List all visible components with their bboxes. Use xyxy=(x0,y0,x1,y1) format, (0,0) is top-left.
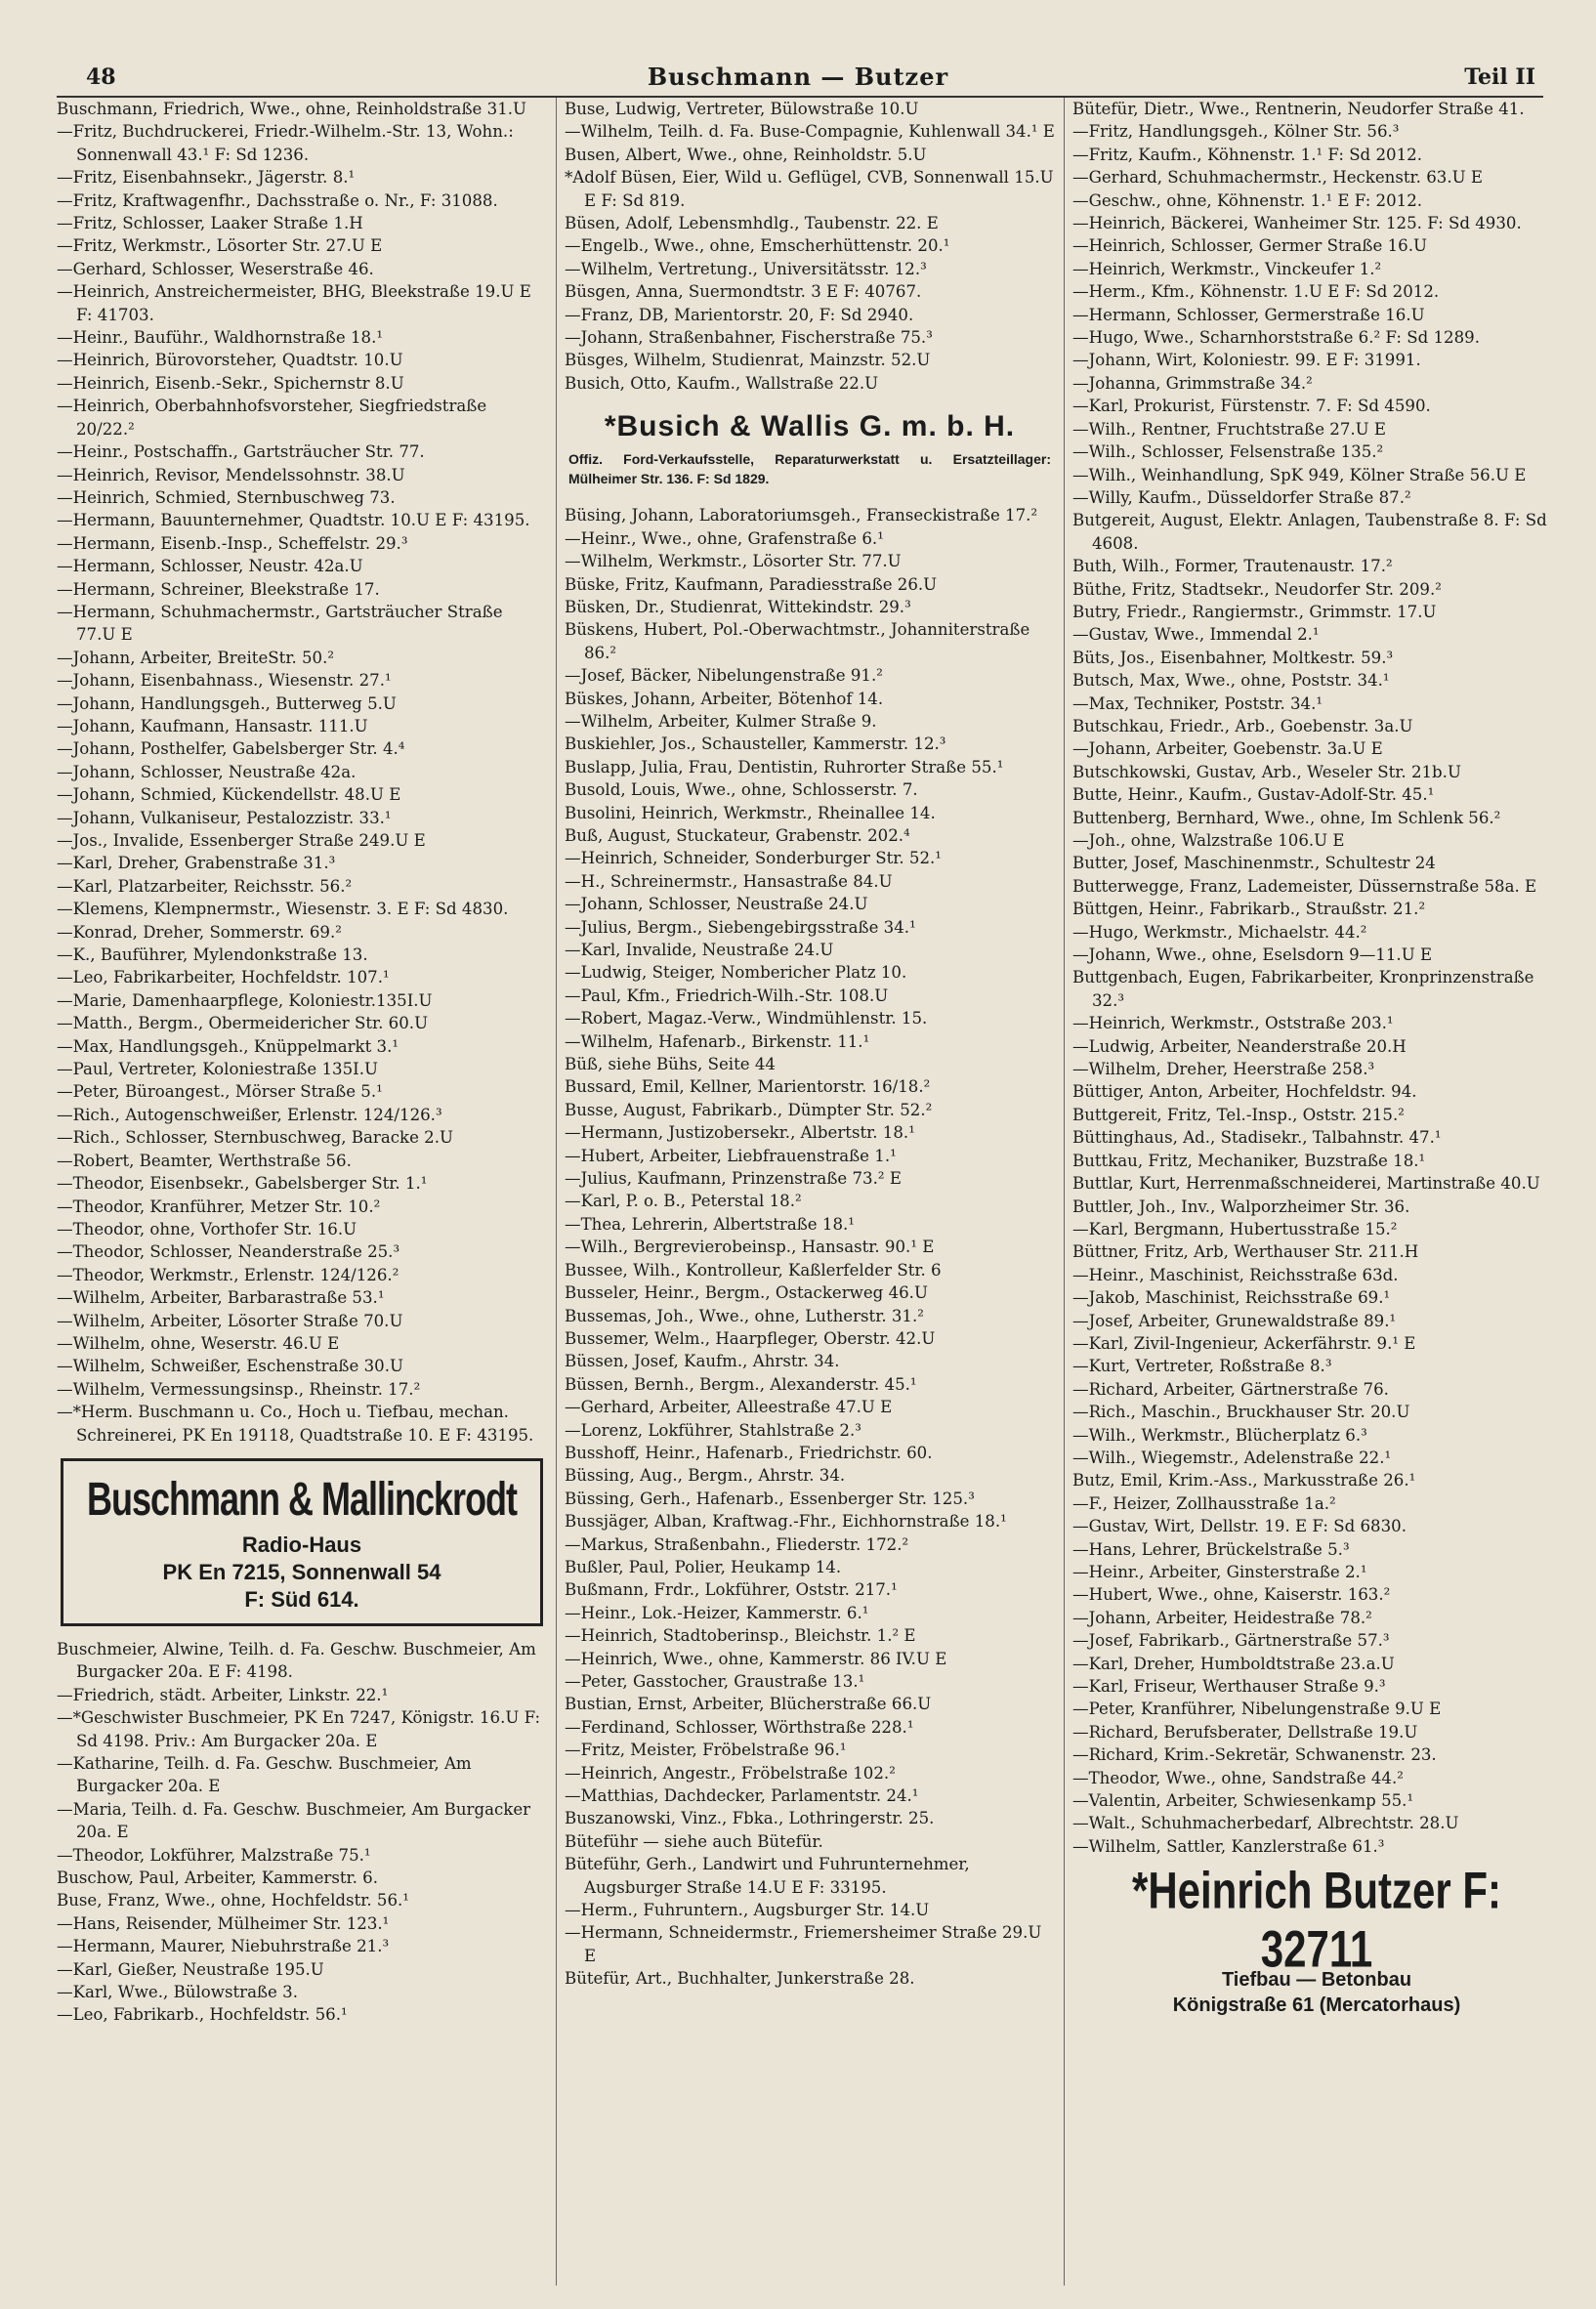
directory-entry: —Johann, Straßenbahner, Fischerstraße 75.³ xyxy=(565,328,933,348)
ad-busich-wallis xyxy=(568,406,1051,492)
directory-entry: —Karl, Dreher, Humboldtstraße 23.a.U xyxy=(1072,1654,1395,1673)
entry-list xyxy=(57,1638,547,2027)
directory-entry: —Peter, Kranführer, Nibelungenstraße 9.U E xyxy=(1072,1700,1442,1719)
ad-heinrich-butzer xyxy=(1076,1862,1557,2022)
directory-entry: —Johann, Posthelfer, Gabelsberger Str. 4.⁴ xyxy=(57,739,405,759)
directory-entry: Butgereit, August, Elektr. Anlagen, Taubenstraße 8. F: Sd 4608. xyxy=(1072,511,1547,553)
directory-entry: Büttgen, Heinr., Fabrikarb., Straußstr. 21.² xyxy=(1072,900,1426,919)
directory-entry: Buttgereit, Fritz, Tel.-Insp., Oststr. 215.² xyxy=(1072,1105,1405,1124)
directory-entry: —Heinrich, Schneider, Sonderburger Str. 52.¹ xyxy=(565,849,942,868)
directory-entry: —*Herm. Buschmann u. Co., Hoch u. Tiefbau, mechan. Schreinerei, PK En 19118, Quadtstraße 10. E F: 43195. xyxy=(57,1403,534,1445)
directory-entry: Busich, Otto, Kaufm., Wallstraße 22.U xyxy=(565,373,879,393)
directory-entry: —Heinrich, Werkmstr., Vinckeufer 1.² xyxy=(1072,259,1382,278)
directory-entry: —Heinr., Bauführ., Waldhornstraße 18.¹ xyxy=(57,328,383,348)
directory-entry: —Fritz, Kaufm., Köhnenstr. 1.¹ F: Sd 2012. xyxy=(1072,145,1422,164)
directory-entry: —Johann, Schlosser, Neustraße 24.U xyxy=(565,895,868,914)
directory-entry: —Max, Techniker, Poststr. 34.¹ xyxy=(1072,693,1323,713)
directory-entry: —Wilh., Wiegemstr., Adelenstraße 22.¹ xyxy=(1072,1448,1392,1467)
directory-entry: —Hans, Reisender, Mülheimer Str. 123.¹ xyxy=(57,1913,390,1933)
directory-entry: Büssing, Gerh., Hafenarb., Essenberger Str. 125.³ xyxy=(565,1489,975,1508)
directory-entry: Büssen, Josef, Kaufm., Ahrstr. 34. xyxy=(565,1352,840,1371)
directory-entry: Büttiger, Anton, Arbeiter, Hochfeldstr. 94. xyxy=(1072,1082,1417,1102)
directory-entry: —Heinrich, Stadtoberinsp., Bleichstr. 1.² E xyxy=(565,1626,916,1646)
directory-entry: —Hubert, Wwe., ohne, Kaiserstr. 163.² xyxy=(1072,1585,1391,1605)
directory-entry: —Wilhelm, Sattler, Kanzlerstraße 61.³ xyxy=(1072,1836,1385,1856)
directory-entry: —Karl, Dreher, Grabenstraße 31.³ xyxy=(57,854,336,873)
directory-entry: Buttenberg, Bernhard, Wwe., ohne, Im Schlenk 56.² xyxy=(1072,808,1501,827)
directory-entry: —Robert, Beamter, Werthstraße 56. xyxy=(57,1151,352,1170)
directory-entry: —Karl, Platzarbeiter, Reichsstr. 56.² xyxy=(57,876,353,896)
directory-entry: Büttinghaus, Ad., Stadisekr., Talbahnstr. 47.¹ xyxy=(1072,1128,1442,1148)
directory-entry: —Heinrich, Wwe., ohne, Kammerstr. 86 IV.U E xyxy=(565,1649,947,1668)
directory-entry: —Karl, Zivil-Ingenieur, Ackerfährstr. 9.¹ E xyxy=(1072,1333,1416,1353)
directory-entry: Büsgen, Anna, Suermondtstr. 3 E F: 40767. xyxy=(565,282,922,302)
directory-entry: Butschkau, Friedr., Arb., Goebenstr. 3a.U xyxy=(1072,716,1413,735)
directory-entry: Butz, Emil, Krim.-Ass., Markusstraße 26.¹ xyxy=(1072,1471,1416,1490)
directory-entry: —Fritz, Buchdruckerei, Friedr.-Wilhelm.-Str. 13, Wohn.: Sonnenwall 43.¹ F: Sd 1236. xyxy=(57,122,514,164)
directory-entry: —Hermann, Eisenb.-Insp., Scheffelstr. 29.³ xyxy=(57,533,408,553)
directory-entry: —Lorenz, Lokführer, Stahlstraße 2.³ xyxy=(565,1420,861,1440)
directory-entry: —Theodor, ohne, Vorthofer Str. 16.U xyxy=(57,1219,357,1238)
directory-entry: —Geschw., ohne, Köhnenstr. 1.¹ E F: 2012. xyxy=(1072,190,1423,210)
directory-entry: —Rich., Schlosser, Sternbuschweg, Baracke 2.U xyxy=(57,1128,454,1148)
directory-entry: —Friedrich, städt. Arbeiter, Linkstr. 22.¹ xyxy=(57,1685,389,1704)
directory-entry: —Fritz, Meister, Fröbelstraße 96.¹ xyxy=(565,1741,847,1760)
directory-entry: —Kurt, Vertreter, Roßstraße 8.³ xyxy=(1072,1357,1332,1376)
directory-entry: Buskiehler, Jos., Schausteller, Kammerstr. 12.³ xyxy=(565,735,946,754)
directory-entry: Buth, Wilh., Former, Trautenaustr. 17.² xyxy=(1072,557,1393,576)
directory-entry: —Wilhelm, Arbeiter, Lösorter Straße 70.U xyxy=(57,1311,403,1330)
directory-entry: —Heinrich, Schmied, Sternbuschweg 73. xyxy=(57,487,396,507)
directory-entry: —Karl, Invalide, Neustraße 24.U xyxy=(565,941,834,959)
directory-entry: —Hans, Lehrer, Brückelstraße 5.³ xyxy=(1072,1539,1350,1559)
entry-list xyxy=(57,98,547,1447)
directory-entry: Bussemas, Joh., Wwe., ohne, Lutherstr. 31.² xyxy=(565,1306,924,1325)
ad-text: Offiz. Ford-Verkaufsstelle, Reparaturwerkstatt u. Ersatzteillager: Mülheimer Str. 136. F: Sd 1829. xyxy=(568,451,1051,487)
directory-entry: —Heinrich, Oberbahnhofsvorsteher, Siegfriedstraße 20/22.² xyxy=(57,397,487,439)
directory-entry: —Matthias, Dachdecker, Parlamentstr. 24.¹ xyxy=(565,1786,919,1806)
directory-entry: Büsing, Johann, Laboratoriumsgeh., Franseckistraße 17.² xyxy=(565,506,1038,525)
directory-entry: —Karl, Wwe., Bülowstraße 3. xyxy=(57,1983,298,2002)
directory-entry: —Johann, Arbeiter, Heidestraße 78.² xyxy=(1072,1608,1372,1627)
directory-entry: —Josef, Arbeiter, Grunewaldstraße 89.¹ xyxy=(1072,1311,1397,1330)
directory-entry: Busshoff, Heinr., Hafenarb., Friedrichstr. 60. xyxy=(565,1443,933,1462)
directory-entry: —Theodor, Wwe., ohne, Sandstraße 44.² xyxy=(1072,1768,1404,1787)
directory-entry: —Heinr., Maschinist, Reichsstraße 63d. xyxy=(1072,1265,1399,1284)
directory-entry: Büskens, Hubert, Pol.-Oberwachtmstr., Johanniterstraße 86.² xyxy=(565,620,1030,662)
directory-entry: —Wilh., Bergrevierobeinsp., Hansastr. 90.¹ E xyxy=(565,1238,935,1257)
directory-entry: Buszanowski, Vinz., Fbka., Lothringerstr. 25. xyxy=(565,1809,935,1828)
directory-entry: —Fritz, Werkmstr., Lösorter Str. 27.U E xyxy=(57,236,383,256)
directory-entry: —Karl, Bergmann, Hubertusstraße 15.² xyxy=(1072,1219,1398,1238)
section-label: Teil II xyxy=(1464,64,1535,90)
directory-entry: Busse, August, Fabrikarb., Dümpter Str. 52.² xyxy=(565,1100,933,1119)
directory-entry: —Hermann, Schreiner, Bleekstraße 17. xyxy=(57,579,380,599)
directory-entry: —Julius, Bergm., Siebengebirgsstraße 34.¹ xyxy=(565,917,916,937)
column-2 xyxy=(565,98,1055,2295)
directory-entry: —F., Heizer, Zollhausstraße 1a.² xyxy=(1072,1493,1336,1513)
directory-entry: Bussjäger, Alban, Kraftwag.-Fhr., Eichhornstraße 18.¹ xyxy=(565,1512,1007,1532)
directory-entry: —Heinr., Postschaffn., Gartsträucher Str. 77. xyxy=(57,442,425,462)
directory-entry: —Josef, Bäcker, Nibelungenstraße 91.² xyxy=(565,666,883,686)
directory-entry: Buschmann, Friedrich, Wwe., ohne, Reinholdstraße 31.U xyxy=(57,100,527,118)
directory-entry: Bussemer, Welm., Haarpfleger, Oberstr. 42.U xyxy=(565,1328,936,1348)
directory-entry: —Willy, Kaufm., Düsseldorfer Straße 87.² xyxy=(1072,487,1411,507)
directory-entry: —Karl, Prokurist, Fürstenstr. 7. F: Sd 4590. xyxy=(1072,397,1431,416)
column-1 xyxy=(57,98,547,2295)
directory-entry: —Johann, Arbeiter, BreiteStr. 50.² xyxy=(57,648,335,667)
directory-entry: Butschkowski, Gustav, Arb., Weseler Str. 21b.U xyxy=(1072,762,1461,781)
directory-entry: Büteführ, Gerh., Landwirt und Fuhrunternehmer, Augsburger Straße 14.U E F: 33195. xyxy=(565,1855,970,1897)
directory-entry: —Paul, Kfm., Friedrich-Wilh.-Str. 108.U xyxy=(565,986,889,1005)
directory-entry: Butterwegge, Franz, Lademeister, Düssernstraße 58a. E xyxy=(1072,876,1537,896)
directory-entry: —Theodor, Kranführer, Metzer Str. 10.² xyxy=(57,1196,381,1216)
directory-entry: —Hubert, Arbeiter, Liebfrauenstraße 1.¹ xyxy=(565,1146,897,1165)
directory-entry: —Heinrich, Anstreichermeister, BHG, Bleekstraße 19.U E F: 41703. xyxy=(57,282,531,324)
directory-entry: *Adolf Büsen, Eier, Wild u. Geflügel, CVB, Sonnenwall 15.U E F: Sd 819. xyxy=(565,168,1054,210)
directory-entry: —Konrad, Dreher, Sommerstr. 69.² xyxy=(57,922,342,942)
directory-entry: Bütefür, Dietr., Wwe., Rentnerin, Neudorfer Straße 41. xyxy=(1072,100,1525,118)
directory-entry: —Gerhard, Schlosser, Weserstraße 46. xyxy=(57,259,374,278)
directory-entry: —*Geschwister Buschmeier, PK En 7247, Königstr. 16.U F: Sd 4198. Priv.: Am Burgacker 20a. E xyxy=(57,1708,541,1750)
directory-entry: —Herm., Fuhruntern., Augsburger Str. 14.U xyxy=(565,1901,930,1920)
directory-entry: —Paul, Vertreter, Koloniestraße 135I.U xyxy=(57,1060,378,1079)
ad-line: F: Süd 614. xyxy=(244,1586,359,1612)
directory-entry: —Markus, Straßenbahn., Fliederstr. 172.² xyxy=(565,1534,909,1554)
directory-entry: —Franz, DB, Marientorstr. 20, F: Sd 2940. xyxy=(565,305,914,324)
page-header xyxy=(0,57,1596,102)
directory-entry: Buttkau, Fritz, Mechaniker, Buzstraße 18.¹ xyxy=(1072,1151,1426,1170)
directory-entry: Buslapp, Julia, Frau, Dentistin, Ruhrorter Straße 55.¹ xyxy=(565,757,1004,777)
directory-entry: —Engelb., Wwe., ohne, Emscherhüttenstr. 20.¹ xyxy=(565,236,950,256)
directory-entry: Büssen, Bernh., Bergm., Alexanderstr. 45.¹ xyxy=(565,1374,917,1394)
directory-entry: —Gerhard, Arbeiter, Alleestraße 47.U E xyxy=(565,1398,893,1417)
directory-entry: Busseler, Heinr., Bergm., Ostackerweg 46.U xyxy=(565,1283,928,1303)
directory-entry: —Robert, Magaz.-Verw., Windmühlenstr. 15. xyxy=(565,1009,928,1029)
directory-entry: —Marie, Damenhaarpflege, Koloniestr.135I.U xyxy=(57,990,433,1010)
directory-entry: —Peter, Büroangest., Mörser Straße 5.¹ xyxy=(57,1082,383,1102)
directory-entry: —Fritz, Eisenbahnsekr., Jägerstr. 8.¹ xyxy=(57,168,356,188)
directory-entry: —Thea, Lehrerin, Albertstraße 18.¹ xyxy=(565,1214,855,1234)
directory-entry: Bussard, Emil, Kellner, Marientorstr. 16/18.² xyxy=(565,1077,931,1097)
directory-entry: —Wilh., Weinhandlung, SpK 949, Kölner Straße 56.U E xyxy=(1072,465,1527,484)
directory-entry: —Karl, Gießer, Neustraße 195.U xyxy=(57,1959,324,1979)
directory-entry: —Heinr., Arbeiter, Ginsterstraße 2.¹ xyxy=(1072,1563,1367,1581)
directory-entry: —Rich., Maschin., Bruckhauser Str. 20.U xyxy=(1072,1403,1410,1422)
ad-title: *Heinrich Butzer F: 32711 xyxy=(1131,1862,1502,1979)
directory-entry: Butsch, Max, Wwe., ohne, Poststr. 34.¹ xyxy=(1072,671,1390,691)
directory-entry: —Peter, Gasstocher, Graustraße 13.¹ xyxy=(565,1672,865,1691)
directory-entry: Butter, Josef, Maschinenmstr., Schultestr 24 xyxy=(1072,854,1436,873)
directory-entry: —Wilhelm, Schweißer, Eschenstraße 30.U xyxy=(57,1357,403,1376)
directory-entry: Büske, Fritz, Kaufmann, Paradiesstraße 26.U xyxy=(565,574,938,594)
directory-entry: —Johann, Eisenbahnass., Wiesenstr. 27.¹ xyxy=(57,671,392,691)
directory-entry: —Matth., Bergm., Obermeidericher Str. 60.U xyxy=(57,1014,429,1033)
directory-entry: —Richard, Krim.-Sekretär, Schwanenstr. 23. xyxy=(1072,1745,1437,1765)
directory-entry: Büsen, Adolf, Lebensmhdlg., Taubenstr. 22. E xyxy=(565,214,939,233)
directory-entry: Busold, Louis, Wwe., ohne, Schlosserstr. 7. xyxy=(565,780,918,800)
entry-list xyxy=(1072,98,1561,1858)
ad-line: Tiefbau — Betonbau xyxy=(1221,1969,1412,1992)
directory-entry: Bußler, Paul, Polier, Heukamp 14. xyxy=(565,1557,842,1576)
directory-entry: —Heinrich, Bürovorsteher, Quadtstr. 10.U xyxy=(57,351,403,370)
directory-entry: —Fritz, Kraftwagenfhr., Dachsstraße o. Nr., F: 31088. xyxy=(57,190,498,210)
directory-entry: —Wilhelm, ohne, Weserstr. 46.U E xyxy=(57,1333,340,1353)
directory-entry: —Theodor, Schlosser, Neanderstraße 25.³ xyxy=(57,1242,400,1262)
directory-entry: —Wilh., Werkmstr., Blücherplatz 6.³ xyxy=(1072,1425,1367,1445)
directory-entry: —Heinrich, Angestr., Fröbelstraße 102.² xyxy=(565,1763,896,1783)
directory-entry: Buse, Ludwig, Vertreter, Bülowstraße 10.U xyxy=(565,100,919,118)
directory-entry: —Hermann, Justizobersekr., Albertstr. 18.¹ xyxy=(565,1123,915,1143)
directory-entry: —Max, Handlungsgeh., Knüppelmarkt 3.¹ xyxy=(57,1036,399,1056)
directory-entry: —Wilh., Schlosser, Felsenstraße 135.² xyxy=(1072,442,1384,462)
directory-entry: Büttner, Fritz, Arb, Werthauser Str. 211.H xyxy=(1072,1242,1419,1262)
directory-entry: —Karl, P. o. B., Peterstal 18.² xyxy=(565,1192,802,1211)
directory-entry: —Johann, Kaufmann, Hansastr. 111.U xyxy=(57,716,368,735)
directory-entry: —Theodor, Lokführer, Malzstraße 75.¹ xyxy=(57,1845,371,1865)
directory-entry: —Johann, Handlungsgeh., Butterweg 5.U xyxy=(57,693,397,713)
directory-entry: —Wilhelm, Werkmstr., Lösorter Str. 77.U xyxy=(565,552,902,571)
directory-entry: —Josef, Fabrikarb., Gärtnerstraße 57.³ xyxy=(1072,1631,1390,1651)
directory-entry: Büsken, Dr., Studienrat, Wittekindstr. 29.³ xyxy=(565,597,911,616)
directory-entry: —Johann, Wirt, Koloniestr. 99. E F: 31991. xyxy=(1072,351,1421,370)
directory-entry: Büteführ — siehe auch Bütefür. xyxy=(565,1831,823,1851)
directory-entry: —Hermann, Maurer, Niebuhrstraße 21.³ xyxy=(57,1937,390,1956)
column-divider xyxy=(556,98,557,2286)
directory-entry: —Fritz, Schlosser, Laaker Straße 1.H xyxy=(57,214,363,233)
ad-line: Königstraße 61 (Mercatorhaus) xyxy=(1172,1994,1461,2017)
directory-entry: —Katharine, Teilh. d. Fa. Geschw. Buschmeier, Am Burgacker 20a. E xyxy=(57,1754,472,1796)
directory-entry: —Johann, Vulkaniseur, Pestalozzistr. 33.¹ xyxy=(57,808,392,827)
ad-line: Radio-Haus xyxy=(241,1532,362,1557)
directory-entry: —Valentin, Arbeiter, Schwiesenkamp 55.¹ xyxy=(1072,1791,1414,1811)
directory-entry: Bütefür, Art., Buchhalter, Junkerstraße 28. xyxy=(565,1969,915,1989)
directory-entry: Buttler, Joh., Inv., Walporzheimer Str. 36. xyxy=(1072,1196,1410,1216)
directory-entry: —Heinrich, Schlosser, Germer Straße 16.U xyxy=(1072,236,1427,256)
directory-entry: —Wilhelm, Hafenarb., Birkenstr. 11.¹ xyxy=(565,1031,870,1051)
directory-entry: —Herm., Kfm., Köhnenstr. 1.U E F: Sd 2012. xyxy=(1072,282,1440,302)
directory-entry: —Hugo, Wwe., Scharnhorststraße 6.² F: Sd 1289. xyxy=(1072,328,1480,348)
directory-entry: Büthe, Fritz, Stadtsekr., Neudorfer Str. 209.² xyxy=(1072,579,1442,599)
directory-entry: —Karl, Friseur, Werthauser Straße 9.³ xyxy=(1072,1677,1386,1697)
directory-entry: Bussee, Wilh., Kontrolleur, Kaßlerfelder Str. 6 xyxy=(565,1260,942,1280)
directory-entry: Bußmann, Frdr., Lokführer, Oststr. 217.¹ xyxy=(565,1580,898,1600)
directory-entry: Butry, Friedr., Rangiermstr., Grimmstr. 17.U xyxy=(1072,602,1437,621)
page-number: 48 xyxy=(86,64,116,90)
directory-entry: —Hugo, Werkmstr., Michaelstr. 44.² xyxy=(1072,922,1367,942)
directory-entry: —Richard, Berufsberater, Dellstraße 19.U xyxy=(1072,1722,1418,1742)
directory-entry: —H., Schreinermstr., Hansastraße 84.U xyxy=(565,871,893,891)
directory-entry: Busolini, Heinrich, Werkmstr., Rheinallee 14. xyxy=(565,803,936,822)
directory-entry: Buttgenbach, Eugen, Fabrikarbeiter, Kronprinzenstraße 32.³ xyxy=(1072,968,1534,1010)
directory-entry: —Julius, Kaufmann, Prinzenstraße 73.² E xyxy=(565,1169,902,1189)
running-title: Buschmann — Butzer xyxy=(647,63,949,91)
entry-list xyxy=(565,98,1055,395)
directory-entry: Buß, August, Stuckateur, Grabenstr. 202.⁴ xyxy=(565,825,910,845)
directory-entry: —Heinrich, Bäckerei, Wanheimer Str. 125. F: Sd 4930. xyxy=(1072,214,1522,233)
directory-entry: —Maria, Teilh. d. Fa. Geschw. Buschmeier, Am Burgacker 20a. E xyxy=(57,1799,531,1842)
directory-entry: Busen, Albert, Wwe., ohne, Reinholdstr. 5.U xyxy=(565,145,927,164)
directory-entry: —Walt., Schuhmacherbedarf, Albrechtstr. 28.U xyxy=(1072,1814,1459,1833)
directory-entry: —Heinrich, Eisenb.-Sekr., Spichernstr 8.U xyxy=(57,373,404,393)
directory-entry: —Klemens, Klempnermstr., Wiesenstr. 3. E F: Sd 4830. xyxy=(57,900,509,919)
directory-entry: Butte, Heinr., Kaufm., Gustav-Adolf-Str. 45.¹ xyxy=(1072,785,1435,805)
directory-entry: Buse, Franz, Wwe., ohne, Hochfeldstr. 56.¹ xyxy=(57,1891,409,1910)
directory-entry: —K., Bauführer, Mylendonkstraße 13. xyxy=(57,945,368,965)
directory-entry: —Hermann, Bauunternehmer, Quadtstr. 10.U E F: 43195. xyxy=(57,511,530,530)
directory-entry: —Wilhelm, Vermessungsinsp., Rheinstr. 17.² xyxy=(57,1379,421,1399)
directory-entry: Büssing, Aug., Bergm., Ahrstr. 34. xyxy=(565,1466,846,1486)
directory-entry: Bustian, Ernst, Arbeiter, Blücherstraße 66.U xyxy=(565,1695,932,1714)
directory-entry: —Heinr., Wwe., ohne, Grafenstraße 6.¹ xyxy=(565,528,884,548)
directory-entry: —Rich., Autogenschweißer, Erlenstr. 124/126.³ xyxy=(57,1105,442,1124)
directory-entry: —Heinr., Lok.-Heizer, Kammerstr. 6.¹ xyxy=(565,1603,869,1622)
directory-entry: Buttlar, Kurt, Herrenmaßschneiderei, Martinstraße 40.U xyxy=(1072,1174,1540,1194)
column-3 xyxy=(1072,98,1561,2295)
ad-title: *Busich & Wallis G. m. b. H. xyxy=(604,410,1016,443)
directory-entry: Büts, Jos., Eisenbahner, Moltkestr. 59.³ xyxy=(1072,648,1394,667)
entry-list xyxy=(565,504,1055,1990)
directory-entry: —Theodor, Eisenbsekr., Gabelsberger Str. 1.¹ xyxy=(57,1174,428,1194)
directory-entry: —Wilh., Rentner, Fruchtstraße 27.U E xyxy=(1072,419,1387,439)
directory-entry: —Johann, Schmied, Kückendellstr. 48.U E xyxy=(57,785,401,805)
directory-entry: —Heinrich, Revisor, Mendelssohnstr. 38.U xyxy=(57,465,405,484)
column-divider xyxy=(1064,98,1065,2286)
directory-entry: —Wilhelm, Teilh. d. Fa. Buse-Compagnie, Kuhlenwall 34.¹ E xyxy=(565,122,1055,142)
directory-entry: —Hermann, Schneidermstr., Friemersheimer Straße 29.U E xyxy=(565,1923,1042,1965)
directory-entry: Buschmeier, Alwine, Teilh. d. Fa. Geschw. Buschmeier, Am Burgacker 20a. E F: 4198. xyxy=(57,1639,536,1682)
directory-entry: —Gustav, Wirt, Dellstr. 19. E F: Sd 6830. xyxy=(1072,1517,1407,1536)
directory-entry: —Wilhelm, Arbeiter, Kulmer Straße 9. xyxy=(565,711,877,731)
directory-entry: —Wilhelm, Vertretung., Universitätsstr. 12.³ xyxy=(565,259,927,278)
directory-entry: —Joh., ohne, Walzstraße 106.U E xyxy=(1072,831,1345,850)
directory-entry: —Leo, Fabrikarbeiter, Hochfeldstr. 107.¹ xyxy=(57,968,390,987)
directory-entry: —Fritz, Handlungsgeh., Kölner Str. 56.³ xyxy=(1072,122,1400,142)
directory-entry: —Wilhelm, Dreher, Heerstraße 258.³ xyxy=(1072,1060,1375,1079)
directory-entry: —Ludwig, Steiger, Nombericher Platz 10. xyxy=(565,963,907,983)
directory-entry: —Jakob, Maschinist, Reichsstraße 69.¹ xyxy=(1072,1288,1391,1308)
directory-entry: Büß, siehe Bühs, Seite 44 xyxy=(565,1055,776,1074)
directory-entry: —Richard, Arbeiter, Gärtnerstraße 76. xyxy=(1072,1379,1389,1399)
directory-entry: Büskes, Johann, Arbeiter, Bötenhof 14. xyxy=(565,689,884,708)
directory-entry: —Johanna, Grimmstraße 34.² xyxy=(1072,373,1313,393)
directory-entry: Büsges, Wilhelm, Studienrat, Mainzstr. 52.U xyxy=(565,351,931,370)
directory-entry: —Johann, Schlosser, Neustraße 42a. xyxy=(57,762,357,781)
ad-title: Buschmann & Mallinckrodt xyxy=(86,1471,518,1526)
directory-entry: —Hermann, Schlosser, Germerstraße 16.U xyxy=(1072,305,1425,324)
directory-entry: —Wilhelm, Arbeiter, Barbarastraße 53.¹ xyxy=(57,1288,385,1308)
directory-entry: —Ludwig, Arbeiter, Neanderstraße 20.H xyxy=(1072,1036,1407,1056)
directory-entry: —Theodor, Werkmstr., Erlenstr. 124/126.² xyxy=(57,1265,399,1284)
directory-entry: —Leo, Fabrikarb., Hochfeldstr. 56.¹ xyxy=(57,2005,348,2025)
directory-entry: —Jos., Invalide, Essenberger Straße 249.U E xyxy=(57,831,426,850)
directory-entry: —Gerhard, Schuhmachermstr., Heckenstr. 63.U E xyxy=(1072,168,1483,188)
ad-line: PK En 7215, Sonnenwall 54 xyxy=(162,1559,441,1584)
directory-entry: —Heinrich, Werkmstr., Oststraße 203.¹ xyxy=(1072,1014,1394,1033)
directory-entry: —Gustav, Wwe., Immendal 2.¹ xyxy=(1072,625,1320,645)
directory-entry: —Johann, Arbeiter, Goebenstr. 3a.U E xyxy=(1072,739,1383,759)
directory-entry: —Hermann, Schuhmachermstr., Gartsträucher Straße 77.U E xyxy=(57,602,503,645)
ad-buschmann-mallinckrodt xyxy=(61,1458,543,1626)
directory-entry: Buschow, Paul, Arbeiter, Kammerstr. 6. xyxy=(57,1868,379,1888)
directory-entry: —Ferdinand, Schlosser, Wörthstraße 228.¹ xyxy=(565,1717,914,1737)
directory-entry: —Johann, Wwe., ohne, Eselsdorn 9—11.U E xyxy=(1072,945,1433,965)
directory-entry: —Hermann, Schlosser, Neustr. 42a.U xyxy=(57,557,363,576)
